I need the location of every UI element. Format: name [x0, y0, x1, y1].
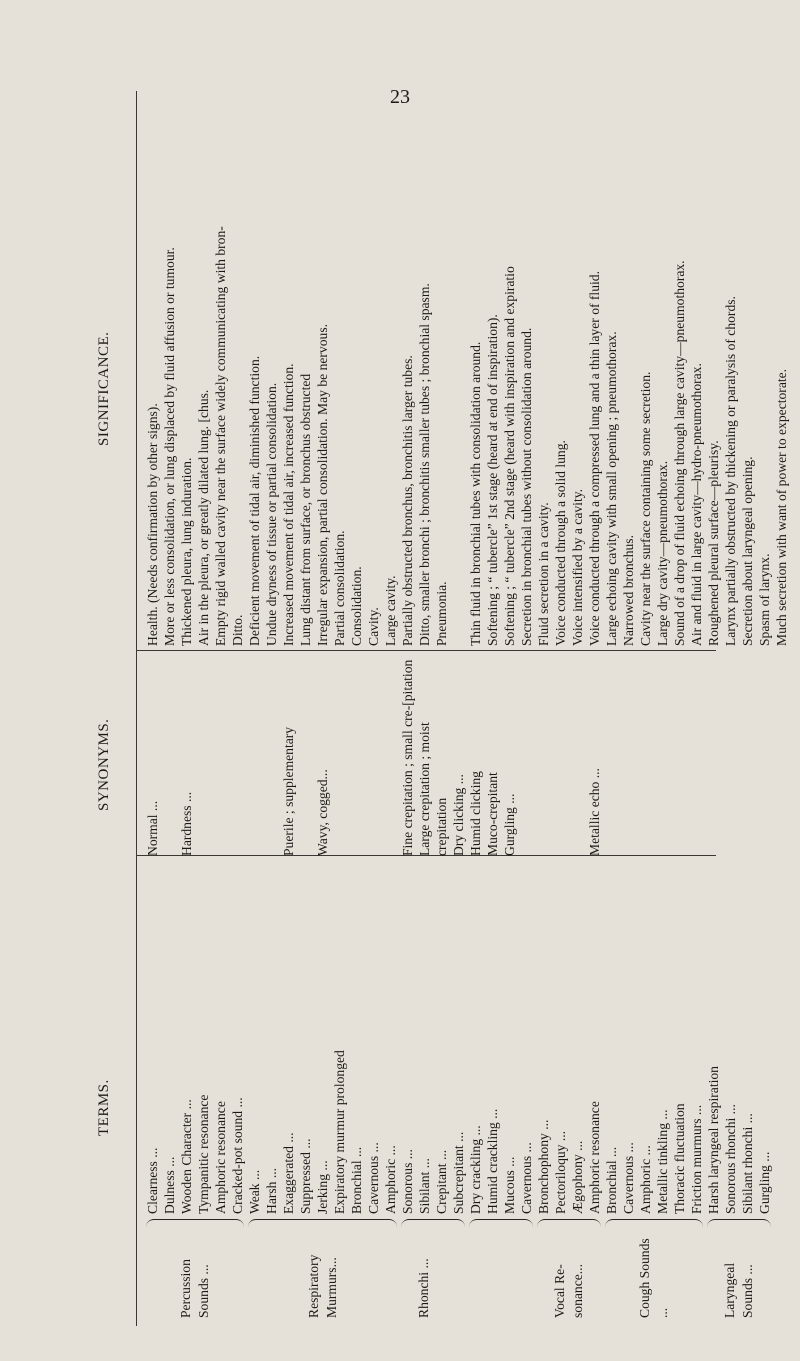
- term-item: Ægophony ...: [570, 1140, 585, 1214]
- term-item: Sibilant ...: [417, 1158, 432, 1214]
- significance-item: Sound of a drop of fluid echoing through large cavity—pneumothorax.: [672, 260, 687, 646]
- significance-item: Roughened pleural surface—pleurisy.: [706, 440, 721, 646]
- synonym-item: Muco-crepitant: [485, 772, 500, 856]
- term-item: Cavernous ...: [621, 1142, 636, 1214]
- synonym-item: [246, 656, 263, 856]
- term-item: Pectoriloquy ...: [553, 1130, 568, 1214]
- brace: [469, 1219, 533, 1228]
- synonym-item: [569, 656, 586, 856]
- term-list: [603, 858, 705, 1214]
- significance-item: Lung distant from surface, or bronchus obstructed: [298, 373, 313, 646]
- significance-item: Secretion in bronchial tubes without consolidation around.: [519, 327, 534, 646]
- terms-header: TERMS.: [96, 1079, 112, 1136]
- brace: [707, 1219, 771, 1228]
- term-item: Wooden Character ...: [179, 1099, 194, 1214]
- synonyms-header: SYNONYMS.: [96, 718, 112, 811]
- significance-item: Voice intensified by a cavity.: [570, 488, 585, 646]
- term-item: Metallic tinkling ...: [655, 1109, 670, 1214]
- synonym-item: [535, 656, 552, 856]
- significance-header: SIGNIFICANCE.: [96, 331, 112, 446]
- significance-item: Voice conducted through a compressed lung and a thin layer of fluid.: [587, 271, 602, 646]
- term-item: Harsh ...: [264, 1167, 279, 1214]
- synonym-item: Wavy, cogged...: [315, 769, 330, 856]
- significance-item: Secretion about laryngeal opening.: [740, 456, 755, 646]
- synonym-item: Humid clicking: [468, 771, 483, 856]
- term-item: Amphoric ...: [383, 1145, 398, 1214]
- term-list: [467, 858, 535, 1214]
- significance-item: Thin fluid in bronchial tubes with consolidation around.: [468, 341, 483, 646]
- term-item: Cracked-pot sound ...: [230, 1097, 245, 1214]
- brace: [401, 1219, 465, 1228]
- term-group-label: Vocal Re-sonance...: [552, 1264, 585, 1318]
- term-item: Bronchial ...: [604, 1146, 619, 1214]
- synonym-item: [382, 656, 399, 856]
- significance-item: Spasm of larynx.: [757, 553, 772, 646]
- term-item: Crepitant ...: [434, 1149, 449, 1214]
- significance-item: Ditto, smaller bronchi ; bronchitis smaller tubes ; bronchial spasm.: [417, 283, 432, 646]
- term-item: Friction murmurs ...: [689, 1104, 704, 1214]
- term-item: Jerking ...: [315, 1160, 330, 1214]
- term-group-label: Cough Sounds ...: [637, 1238, 670, 1318]
- significance-item: Consolidation.: [349, 566, 364, 646]
- significance-item: Pneumonia.: [434, 581, 449, 646]
- brace: [146, 1219, 244, 1228]
- term-item: Cavernous ...: [366, 1142, 381, 1214]
- term-item: Amphoric resonance: [213, 1101, 228, 1214]
- term-item: Dulness ...: [162, 1156, 177, 1214]
- synonym-item: Puerile ; supplementary: [281, 726, 296, 856]
- significance-item: Partially obstructed bronchus, bronchitis larger tubes.: [400, 355, 415, 646]
- significance-item: [450, 91, 467, 646]
- term-list: [246, 858, 399, 1214]
- significance-item: Undue dryness of tissue or partial consolidation.: [264, 382, 279, 646]
- significance-item: Large cavity.: [383, 575, 398, 646]
- synonym-item: Gurgling ...: [502, 793, 517, 856]
- brace: [537, 1219, 601, 1228]
- significance-item: Softening ; “ tubercle” 1st stage (heard at end of inspiration).: [485, 314, 500, 646]
- synonym-item: crepitation: [434, 797, 449, 856]
- reference-table: [96, 91, 789, 1326]
- brace: [248, 1219, 397, 1228]
- significance-item: More or less consolidation, or lung displaced by fluid affusion or tumour.: [162, 247, 177, 646]
- significance-item: Large dry cavity—pneumothorax.: [655, 460, 670, 646]
- synonym-item: [331, 656, 348, 856]
- term-item: Tympanitic resonance: [196, 1094, 211, 1214]
- synonym-item: Dry clicking ...: [451, 774, 466, 856]
- term-item: Sonorous ...: [400, 1149, 415, 1214]
- synonym-item: [348, 656, 365, 856]
- significance-item: Much secretion with want of power to expectorate.: [774, 368, 789, 646]
- significance-item: Large echoing cavity with small opening ; pneumothorax.: [604, 331, 619, 646]
- significance-item: Ditto.: [230, 614, 245, 646]
- term-group-label: Rhonchi ...: [416, 1258, 431, 1318]
- synonym-item: Hardness ...: [179, 791, 194, 856]
- term-group-label: Laryngeal Sounds ...: [722, 1262, 755, 1318]
- significance-item: Air in the pleura, or greatly dilated lung. [chus.: [196, 389, 211, 646]
- synonyms-list: [144, 656, 603, 856]
- term-list: [705, 858, 773, 1214]
- significance-item: Voice conducted through a solid lung.: [553, 440, 568, 646]
- term-item: Expiratory murmur prolonged: [332, 1050, 347, 1214]
- significance-list: [144, 91, 790, 646]
- term-item: Clearness ...: [145, 1147, 160, 1214]
- header-rule: [136, 91, 137, 1326]
- term-item: Gurgling ...: [757, 1151, 772, 1214]
- synonym-item: [365, 656, 382, 856]
- term-list: [535, 858, 603, 1214]
- term-item: Dry crackling ...: [468, 1125, 483, 1214]
- term-item: Weak ...: [247, 1169, 262, 1214]
- term-item: Bronchial ...: [349, 1146, 364, 1214]
- synonym-item: [297, 656, 314, 856]
- significance-item: Cavity.: [366, 607, 381, 646]
- synonym-item: Large crepitation ; moist: [417, 722, 432, 856]
- synonym-item: Normal ...: [145, 800, 160, 856]
- significance-item: Cavity near the surface containing some secretion.: [638, 371, 653, 646]
- significance-item: Partial consolidation.: [332, 530, 347, 646]
- significance-item: Irregular expansion, partial consolidation. May be nervous.: [315, 323, 330, 646]
- term-list: [144, 858, 246, 1214]
- term-group-label: Respiratory Murmurs...: [305, 1254, 339, 1318]
- synonym-item: [161, 656, 178, 856]
- term-item: Harsh laryngeal respiration: [706, 1066, 721, 1214]
- significance-item: Air and fluid in large cavity—hydro-pneumothorax.: [689, 363, 704, 646]
- synonym-item: [212, 656, 229, 856]
- significance-item: Softening ; “ tubercle” 2nd stage (heard with inspiration and expiratio: [502, 266, 517, 646]
- term-item: Subcrepitant ...: [451, 1131, 466, 1214]
- term-item: Thoracic fluctuation: [672, 1103, 687, 1214]
- significance-item: Increased movement of tidal air, increased function.: [281, 363, 296, 646]
- term-item: Sibilant rhonchi ...: [740, 1113, 755, 1214]
- term-item: Bronchophony ...: [536, 1119, 551, 1214]
- term-item: Mucous ...: [502, 1156, 517, 1214]
- term-item: Cavernous ...: [519, 1142, 534, 1214]
- significance-item: Narrowed bronchus.: [621, 535, 636, 646]
- term-item: Exaggerated ...: [281, 1132, 296, 1214]
- significance-item: Thickened pleura, lung induration.: [179, 457, 194, 646]
- synonym-item: [518, 656, 535, 856]
- term-item: Amphoric ...: [638, 1145, 653, 1214]
- synonym-item: Metallic echo ...: [587, 768, 602, 856]
- synonym-item: [229, 656, 246, 856]
- synonym-item: [263, 656, 280, 856]
- term-group-label: Percussion Sounds ...: [178, 1259, 211, 1318]
- column-divider: [136, 650, 716, 651]
- term-list: [399, 858, 467, 1214]
- significance-item: Fluid secretion in a cavity.: [536, 502, 551, 646]
- synonym-item: [195, 656, 212, 856]
- significance-item: Empty rigid walled cavity near the surface widely communicating with bron-: [213, 226, 228, 646]
- synonym-item: [552, 656, 569, 856]
- term-item: Amphoric resonance: [587, 1101, 602, 1214]
- significance-item: Health. (Needs confirmation by other signs).: [145, 403, 160, 646]
- synonym-item: Fine crepitation ; small cre-[pitation: [400, 659, 415, 856]
- significance-item: Larynx partially obstructed by thickening or paralysis of chords.: [723, 296, 738, 646]
- term-item: Humid crackling ...: [485, 1108, 500, 1214]
- term-item: Suppressed ...: [298, 1138, 313, 1214]
- brace: [605, 1219, 703, 1228]
- significance-item: Deficient movement of tidal air, diminished function.: [247, 355, 262, 646]
- page-number: 23: [390, 86, 410, 108]
- term-item: Sonorous rhonchi ...: [723, 1104, 738, 1214]
